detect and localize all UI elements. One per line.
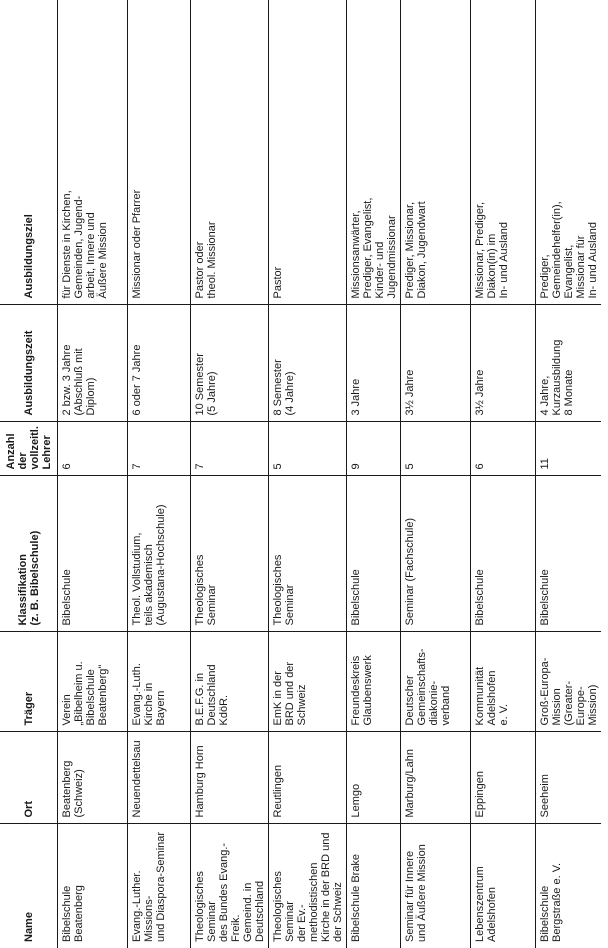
- cell-ausbildungszeit: 10 Semester (5 Jahre): [191, 305, 269, 422]
- cell-traeger: Groß-Europa- Mission (Greater- Europe- Mission): [536, 632, 602, 732]
- cell-ausbildungsziel: Missionar, Prediger, Diakon(in) im In- und Ausland: [471, 0, 536, 305]
- cell-ausbildungsziel: Pastor: [269, 0, 347, 305]
- cell-ausbildungsziel: für Dienste in Kirchen, Gemeinden, Jugend- arbeit, Innere und Äußere Mission: [58, 0, 128, 305]
- header-lehrer: Anzahl der vollzeitl. Lehrer: [0, 422, 58, 476]
- cell-lehrer: 5: [401, 422, 471, 476]
- cell-ausbildungsziel: Missionsanwärter, Prediger, Evangelist, Kinder- und Jugendmissionar: [347, 0, 401, 305]
- table-row: [58, 0, 128, 948]
- cell-lehrer: 9: [347, 422, 401, 476]
- cell-traeger: Verein „Bibelheim u. Bibelschule Beatenberg": [58, 632, 128, 732]
- header-traeger: Träger: [0, 632, 58, 732]
- cell-ausbildungsziel: Pastor oder theol. Missionar: [191, 0, 269, 305]
- cell-traeger: Deutscher Gemeinschafts- diakonie- verband: [401, 632, 471, 732]
- cell-ort: Reutlingen: [269, 732, 347, 824]
- cell-lehrer: 7: [128, 422, 191, 476]
- table-row: [401, 0, 471, 948]
- table-row: [191, 0, 269, 948]
- cell-ort: Eppingen: [471, 732, 536, 824]
- cell-name: Bibelschule Bergstraße e. V.: [536, 824, 602, 948]
- header-ort: Ort: [0, 732, 58, 824]
- cell-ort: Beatenberg (Schweiz): [58, 732, 128, 824]
- cell-klassifikation: Theologisches Seminar: [191, 476, 269, 632]
- cell-klassifikation: Bibelschule: [471, 476, 536, 632]
- cell-name: Lebenszentrum Adelshofen: [471, 824, 536, 948]
- cell-ausbildungsziel: Prediger, Gemeindehelfer(in), Evangelist, Missionar für In- und Ausland: [536, 0, 602, 305]
- cell-ort: Lemgo: [347, 732, 401, 824]
- cell-ort: Seeheim: [536, 732, 602, 824]
- cell-traeger: Kommunität Adelshofen e. V.: [471, 632, 536, 732]
- cell-ort: Neuendettelsau: [128, 732, 191, 824]
- cell-traeger: B.E.F.G. in Deutschland KdöR.: [191, 632, 269, 732]
- cell-ausbildungszeit: 2 bzw. 3 Jahre (Abschluß mit Diplom): [58, 305, 128, 422]
- header-ausbildungsziel: Ausbildungsziel: [0, 0, 58, 305]
- table-row: [347, 0, 401, 948]
- cell-traeger: Freundeskreis Glaubenswerk: [347, 632, 401, 732]
- table-row: [128, 0, 191, 948]
- cell-name: Theologisches Seminar der Ev.-methodistischen Kirche in der BRD und der Schweiz: [269, 824, 347, 948]
- cell-lehrer: 11: [536, 422, 602, 476]
- cell-klassifikation: Bibelschule: [347, 476, 401, 632]
- cell-ausbildungszeit: 3½ Jahre: [471, 305, 536, 422]
- cell-name: Evang.-Luther. Missions- und Diaspora-Seminar: [128, 824, 191, 948]
- cell-klassifikation: Theologisches Seminar: [269, 476, 347, 632]
- cell-klassifikation: Bibelschule: [58, 476, 128, 632]
- cell-lehrer: 6: [471, 422, 536, 476]
- cell-name: Theologisches Seminar des Bundes Evang.-Freik. Gemeind. in Deutschland: [191, 824, 269, 948]
- table-row: [471, 0, 536, 948]
- cell-ausbildungsziel: Prediger, Missionar, Diakon, Jugendwart: [401, 0, 471, 305]
- cell-klassifikation: Seminar (Fachschule): [401, 476, 471, 632]
- cell-ort: Marburg/Lahn: [401, 732, 471, 824]
- cell-traeger: Evang.-Luth. Kirche in Bayern: [128, 632, 191, 732]
- cell-klassifikation: Bibelschule: [536, 476, 602, 632]
- cell-name: Bibelschule Beatenberg: [58, 824, 128, 948]
- cell-ausbildungszeit: 6 oder 7 Jahre: [128, 305, 191, 422]
- cell-ausbildungszeit: 3½ Jahre: [401, 305, 471, 422]
- header-name: Name: [0, 824, 58, 948]
- header-klassifikation: Klassifikation (z. B. Bibelschule): [0, 476, 58, 632]
- header-ausbildungszeit: Ausbildungszeit: [0, 305, 58, 422]
- cell-klassifikation: Theol. Vollstudium, teils akademisch (Augustana-Hochschule): [128, 476, 191, 632]
- cell-ort: Hamburg Horn: [191, 732, 269, 824]
- header-row: [0, 0, 58, 948]
- cell-ausbildungsziel: Missionar oder Pfarrer: [128, 0, 191, 305]
- cell-lehrer: 6: [58, 422, 128, 476]
- cell-name: Bibelschule Brake: [347, 824, 401, 948]
- table-row: [536, 0, 602, 948]
- cell-ausbildungszeit: 3 Jahre: [347, 305, 401, 422]
- cell-name: Seminar für Innere und Äußere Mission: [401, 824, 471, 948]
- table-row: [269, 0, 347, 948]
- cell-ausbildungszeit: 8 Semester (4 Jahre): [269, 305, 347, 422]
- cell-ausbildungszeit: 4 Jahre, Kurzausbildung 8 Monate: [536, 305, 602, 422]
- cell-lehrer: 7: [191, 422, 269, 476]
- cell-lehrer: 5: [269, 422, 347, 476]
- cell-traeger: EmK in der BRD und der Schweiz: [269, 632, 347, 732]
